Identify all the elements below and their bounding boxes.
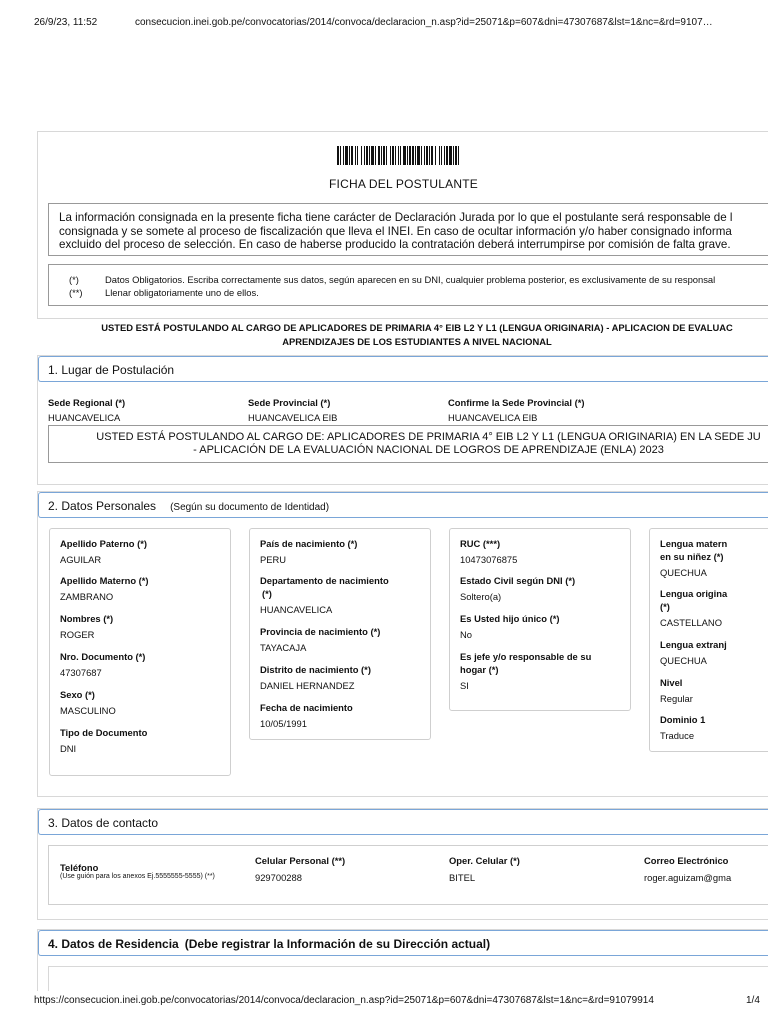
estado-civil-label: Estado Civil según DNI (*) <box>460 575 576 586</box>
print-footer-url: https://consecucion.inei.gob.pe/convocatorias/2014/convoca/declaracion_n.asp?id=25071&p=607&dni=47307687&lst=1&nc=&rd=91079914 <box>34 995 654 1006</box>
sexo-label: Sexo (*) <box>60 689 95 700</box>
oper-celular-label: Oper. Celular (*) <box>449 855 520 866</box>
apellido-materno-label: Apellido Materno (*) <box>60 575 149 586</box>
note-text: Llenar obligatoriamente uno de ellos. <box>105 287 259 298</box>
provincia-value: TAYACAJA <box>260 642 307 653</box>
ficha-title: FICHA DEL POSTULANTE <box>329 177 478 191</box>
jefe-hogar-label-2: hogar (*) <box>460 664 499 675</box>
hijo-unico-label: Es Usted hijo único (*) <box>460 613 560 624</box>
nro-documento-value: 47307687 <box>60 667 102 678</box>
note-row <box>69 287 259 298</box>
ficha-page <box>37 131 768 991</box>
section-heading-sub: (Según su documento de Identidad) <box>170 502 330 513</box>
estado-civil-value: Soltero(a) <box>460 591 502 602</box>
declaration-line: La información consignada en la presente ficha tiene carácter de Declaración Jurada por lo que el postulante será responsable de l <box>59 211 733 224</box>
apellido-paterno-label: Apellido Paterno (*) <box>60 538 147 549</box>
ruc-value: 10473076875 <box>460 554 518 565</box>
residencia-box <box>48 966 768 991</box>
sede-provincial-value: HUANCAVELICA EIB <box>248 412 338 423</box>
pais-nacimiento-label: País de nacimiento (*) <box>260 538 358 549</box>
note-text: Datos Obligatorios. Escriba correctamente sus datos, según aparecen en su DNI, cualquier problema posterior, es exclusivamente de su responsal <box>105 274 716 285</box>
print-datetime: 26/9/23, 11:52 <box>34 17 98 28</box>
section-heading: 3. Datos de contacto <box>38 809 768 835</box>
lengua-extranjera-label: Lengua extranj <box>660 639 727 650</box>
nro-documento-label: Nro. Documento (*) <box>60 651 146 662</box>
section-heading: 1. Lugar de Postulación <box>38 356 768 382</box>
ruc-label: RUC (***) <box>460 538 501 549</box>
provincia-label: Provincia de nacimiento (*) <box>260 626 381 637</box>
nombres-value: ROGER <box>60 629 95 640</box>
celular-label: Celular Personal (**) <box>255 855 346 866</box>
personal-card-4 <box>649 528 768 752</box>
dominio-value: Traduce <box>660 730 695 741</box>
lengua-materna-label-2: en su niñez (*) <box>660 551 724 562</box>
oper-celular-value: BITEL <box>449 872 476 883</box>
section-residencia <box>37 929 768 991</box>
telefono-label: Teléfono <box>60 862 99 873</box>
cargo-line: APRENDIZAJES DE LOS ESTUDIANTES A NIVEL NACIONAL <box>282 336 552 347</box>
departamento-value: HUANCAVELICA <box>260 604 333 615</box>
distrito-value: DANIEL HERNANDEZ <box>260 680 355 691</box>
fecha-nacimiento-value: 10/05/1991 <box>260 718 307 729</box>
departamento-label: Departamento de nacimiento <box>260 575 389 586</box>
confirme-sede-label: Confirme la Sede Provincial (*) <box>448 397 585 408</box>
cargo-line: USTED ESTÁ POSTULANDO AL CARGO DE APLICADORES DE PRIMARIA 4° EIB L2 Y L1 (LENGUA ORIGINARIA) - APLICACION DE EVALUAC <box>101 322 733 333</box>
contact-box <box>48 845 768 905</box>
nivel-value: Regular <box>660 693 693 704</box>
lengua-extranjera-value: QUECHUA <box>660 655 707 666</box>
departamento-label-mark: (*) <box>262 588 272 599</box>
cargo-postulacion <box>37 321 768 349</box>
apellido-paterno-value: AGUILAR <box>60 554 102 565</box>
ficha-header-card <box>37 131 768 319</box>
sede-regional-label: Sede Regional (*) <box>48 397 126 408</box>
lengua-materna-label: Lengua matern <box>660 538 728 549</box>
sexo-value: MASCULINO <box>60 705 116 716</box>
section-heading <box>38 492 768 518</box>
declaration-line: excluido del proceso de selección. En caso de haberse producido la contratación deberá interrumpirse por comisión de falta grave. <box>59 238 731 251</box>
sede-banner-line: USTED ESTÁ POSTULANDO AL CARGO DE: APLICADORES DE PRIMARIA 4° EIB L2 Y L1 (LENGUA ORIGINARIA) EN LA SEDE JU <box>96 431 761 443</box>
note-mark: (*) <box>69 274 79 285</box>
sede-regional-value: HUANCAVELICA <box>48 412 121 423</box>
section-heading-title: 4. Datos de Residencia <box>48 937 179 951</box>
section-datos-personales <box>37 491 768 797</box>
correo-label: Correo Electrónico <box>644 855 729 866</box>
print-url: consecucion.inei.gob.pe/convocatorias/2014/convoca/declaracion_n.asp?id=25071&p=607&dni=47307687&lst=1&nc=&rd=9107… <box>135 17 713 28</box>
sede-banner <box>48 425 768 463</box>
lengua-originaria-label-2: (*) <box>660 601 670 612</box>
tipo-documento-value: DNI <box>60 743 77 754</box>
jefe-hogar-label: Es jefe y/o responsable de su <box>460 651 592 662</box>
confirme-sede-value: HUANCAVELICA EIB <box>448 412 538 423</box>
personal-card-3 <box>449 528 631 711</box>
dominio-label: Dominio 1 <box>660 714 706 725</box>
declaration-line: consignada y se somete al proceso de fiscalización que lleva el INEI. En caso de ocultar información y/o haber consignado informa <box>59 224 732 238</box>
sede-provincial-label: Sede Provincial (*) <box>248 397 331 408</box>
distrito-label: Distrito de nacimiento (*) <box>260 664 371 675</box>
nivel-label: Nivel <box>660 677 683 688</box>
sede-banner-line: - APLICACIÓN DE LA EVALUACIÓN NACIONAL DE LOGROS DE APRENDIZAJE (ENLA) 2023 <box>193 444 664 456</box>
notes-box <box>48 264 768 306</box>
lengua-materna-value: QUECHUA <box>660 567 707 578</box>
page-number: 1/4 <box>746 995 760 1006</box>
telefono-hint: (Use guión para los anexos Ej.5555555-5555) (**) <box>60 873 215 880</box>
declaration-box <box>48 203 768 256</box>
section-heading <box>38 930 768 956</box>
barcode-icon <box>337 146 545 165</box>
personal-card-1 <box>49 528 231 776</box>
correo-value: roger.aguizam@gma <box>644 872 732 883</box>
celular-value: 929700288 <box>255 872 302 883</box>
fecha-nacimiento-label: Fecha de nacimiento <box>260 702 353 713</box>
hijo-unico-value: No <box>460 629 472 640</box>
lengua-originaria-value: CASTELLANO <box>660 617 722 628</box>
lengua-originaria-label: Lengua origina <box>660 588 728 599</box>
section-contacto <box>37 808 768 920</box>
jefe-hogar-value: SI <box>460 680 469 691</box>
section-heading-title: 2. Datos Personales <box>48 499 157 513</box>
tipo-documento-label: Tipo de Documento <box>60 727 148 738</box>
pais-nacimiento-value: PERU <box>260 554 287 565</box>
note-mark: (**) <box>69 287 83 298</box>
section-lugar <box>37 355 768 485</box>
section-heading-sub: (Debe registrar la Información de su Dirección actual) <box>184 937 491 951</box>
nombres-label: Nombres (*) <box>60 613 114 624</box>
personal-card-2 <box>249 528 431 740</box>
apellido-materno-value: ZAMBRANO <box>60 591 114 602</box>
note-row <box>69 274 715 285</box>
